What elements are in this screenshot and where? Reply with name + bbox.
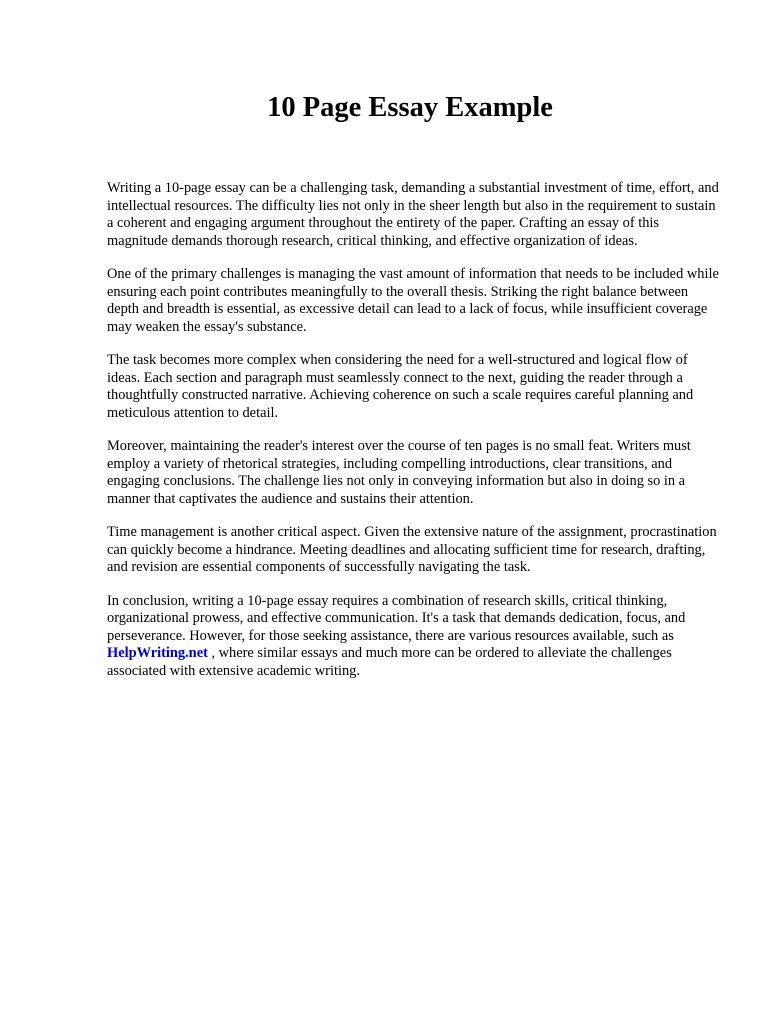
paragraph-2: One of the primary challenges is managing the vast amount of information that needs to be included while ensuring each point contributes meaningfully to the overall thesis. Striking the right balance between depth and breadth is essential, as excessive detail can lead to a lack of focus, while insufficient coverage may weaken the essay's substance. [107,266,719,335]
paragraph-1: Writing a 10-page essay can be a challenging task, demanding a substantial investment of time, effort, and intellectual resources. The difficulty lies not only in the sheer length but also in the requirement to sustain a coherent and engaging argument throughout the entirety of the paper. Crafting an essay of this magnitude demands thorough research, critical thinking, and effective organization of ideas. [107,180,719,249]
essay-body [107,180,719,696]
paragraph-conclusion [107,593,719,681]
paragraph-3: The task becomes more complex when considering the need for a well-structured and logical flow of ideas. Each section and paragraph must seamlessly connect to the next, guiding the reader through a thoughtfully constructed narrative. Achieving coherence on such a scale requires careful planning and meticulous attention to detail. [107,352,694,421]
helpwriting-link[interactable]: HelpWriting.net [107,645,208,661]
conclusion-text-before: In conclusion, writing a 10-page essay requires a combination of research skills, critical thinking, organizational prowess, and effective communication. It's a task that demands dedication, focus, and perseverance. However, for those seeking assistance, there are various resources available, such as [107,592,686,644]
paragraph-4: Moreover, maintaining the reader's interest over the course of ten pages is no small feat. Writers must employ a variety of rhetorical strategies, including compelling introductions, clear transitions, and engaging conclusions. The challenge lies not only in conveying information but also in doing so in a manner that captivates the audience and sustains their attention. [107,438,691,507]
conclusion-text-after: , where similar essays and much more can be ordered to alleviate the challenges associated with extensive academic writing. [107,645,672,679]
paragraph-5: Time management is another critical aspect. Given the extensive nature of the assignment, procrastination can quickly become a hindrance. Meeting deadlines and allocating sufficient time for research, drafting, and revision are essential components of successfully navigating the task. [107,524,717,575]
page-title: 10 Page Essay Example [267,92,553,123]
